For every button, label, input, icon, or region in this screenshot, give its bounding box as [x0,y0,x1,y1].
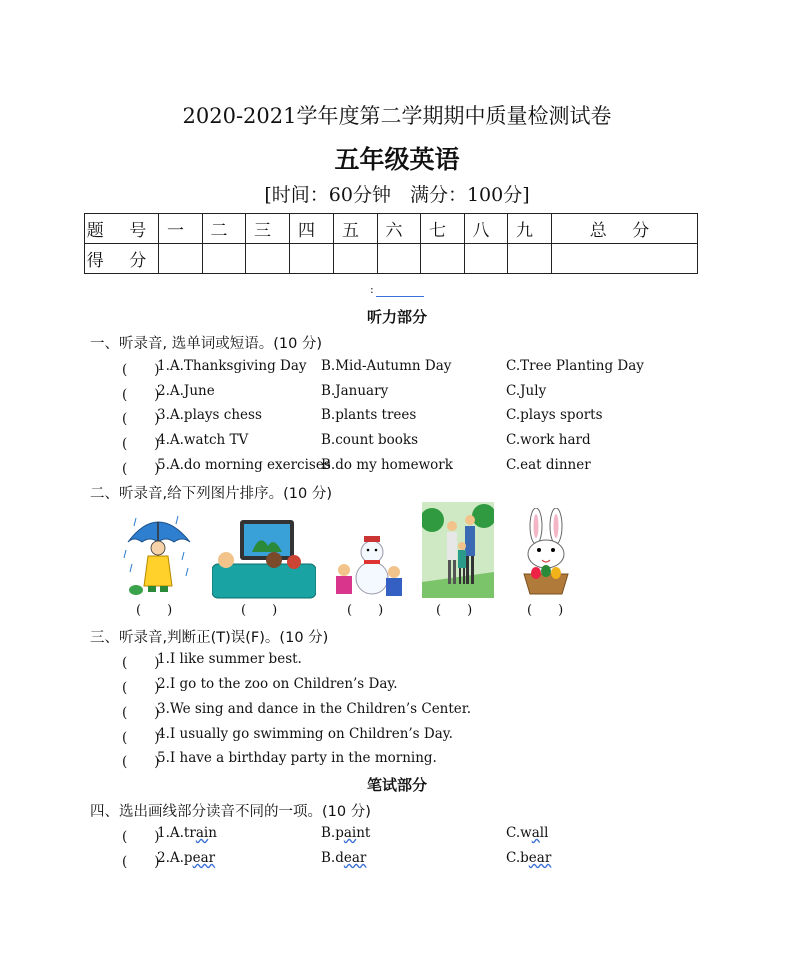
umbrella-boy-icon [122,508,194,598]
option-b: B.paint [321,825,371,841]
statement: 5.I have a birthday party in the morning. [157,750,437,766]
option-a: 3.A.plays chess [157,407,262,423]
answer-blank[interactable]: ( ) [122,705,160,721]
section4-heading: 四、选出画线部分读音不同的一项。(10 分) [90,804,371,820]
col-2: 二 [203,214,246,244]
col-1: 一 [159,214,203,244]
answer-blank[interactable]: ( ) [122,730,160,746]
separator-mark: : [370,283,374,296]
score-cell[interactable] [290,244,334,274]
option-a: 1.A.Thanksgiving Day [157,358,307,374]
rabbit-easter-icon [516,508,576,598]
option-b: B.Mid-Autumn Day [321,358,452,374]
col-4: 四 [290,214,334,244]
statement: 2.I go to the zoo on Children’s Day. [157,676,398,692]
picture-order-blank[interactable]: ( ) [527,603,564,618]
option-b: B.plants trees [321,407,417,423]
option-c: C.wall [506,825,549,841]
score-cell[interactable] [159,244,203,274]
row-label-question-no: 题 号 [85,214,159,244]
subject-title: 五年级英语 [334,145,460,174]
col-3: 三 [246,214,290,244]
snowman-icon [332,530,404,600]
col-5: 五 [334,214,378,244]
score-total-cell[interactable] [552,244,698,274]
option-b: B.January [321,383,389,399]
option-a: 5.A.do morning exercises [157,457,331,473]
answer-blank[interactable]: ( ) [122,411,160,427]
statement: 3.We sing and dance in the Children’s Center. [157,701,472,717]
underlined-part: ai [195,825,209,841]
picture-order-blank[interactable]: ( ) [136,603,173,618]
option-b: B.dear [321,850,367,866]
answer-blank[interactable]: ( ) [122,387,160,403]
answer-blank[interactable]: ( ) [122,655,160,671]
score-cell[interactable] [203,244,246,274]
listening-section-title: 听力部分 [366,308,427,326]
option-a: 2.A.pear [157,850,216,866]
option-c: C.work hard [506,432,591,448]
col-9: 九 [508,214,552,244]
score-cell[interactable] [378,244,421,274]
option-c: C.eat dinner [506,457,591,473]
section2-heading: 二、听录音,给下列图片排序。(10 分) [90,486,332,502]
answer-blank[interactable]: ( ) [122,436,160,452]
option-a: 1.A.train [157,825,217,841]
family-walk-icon [422,502,494,598]
separator-line [376,296,424,297]
answer-blank[interactable]: ( ) [122,829,160,845]
exam-title: 2020-2021学年度第二学期期中质量检测试卷 [182,104,612,128]
underlined-part: ai [343,825,357,841]
underlined-part: ear [528,850,552,866]
statement: 1.I like summer best. [157,651,302,667]
col-8: 八 [465,214,508,244]
answer-blank[interactable]: ( ) [122,754,160,770]
score-cell[interactable] [334,244,378,274]
score-cell[interactable] [465,244,508,274]
answer-blank[interactable]: ( ) [122,461,160,477]
writing-section-title: 笔试部分 [366,776,427,794]
time-score-info: [时间：60分钟 满分：100分] [264,184,530,206]
option-b: B.count books [321,432,419,448]
answer-blank[interactable]: ( ) [122,362,160,378]
section3-heading: 三、听录音,判断正(T)误(F)。(10 分) [90,630,329,646]
score-table-score-row [85,244,698,274]
section1-heading: 一、听录音, 选单词或短语。(10 分) [90,336,323,352]
option-a: 2.A.June [157,383,215,399]
statement: 4.I usually go swimming on Children’s Day. [157,726,453,742]
col-6: 六 [378,214,421,244]
option-a: 4.A.watch TV [157,432,249,448]
row-label-score: 得 分 [85,244,159,274]
underlined-part: a [531,825,540,841]
option-c: C.Tree Planting Day [506,358,644,374]
underlined-part: ear [343,850,367,866]
score-cell[interactable] [421,244,465,274]
picture-order-blank[interactable]: ( ) [241,603,278,618]
watching-tv-icon [212,518,316,600]
option-c: C.plays sports [506,407,603,423]
option-b: B.do my homework [321,457,453,473]
answer-blank[interactable]: ( ) [122,680,160,696]
answer-blank[interactable]: ( ) [122,854,160,870]
col-7: 七 [421,214,465,244]
underlined-part: ear [192,850,216,866]
option-c: C.July [506,383,547,399]
score-cell[interactable] [508,244,552,274]
score-table-header-row [85,214,698,244]
picture-order-blank[interactable]: ( ) [436,603,473,618]
col-total: 总 分 [552,214,698,244]
score-cell[interactable] [246,244,290,274]
picture-order-blank[interactable]: ( ) [347,603,384,618]
option-c: C.bear [506,850,552,866]
score-table [84,213,698,274]
